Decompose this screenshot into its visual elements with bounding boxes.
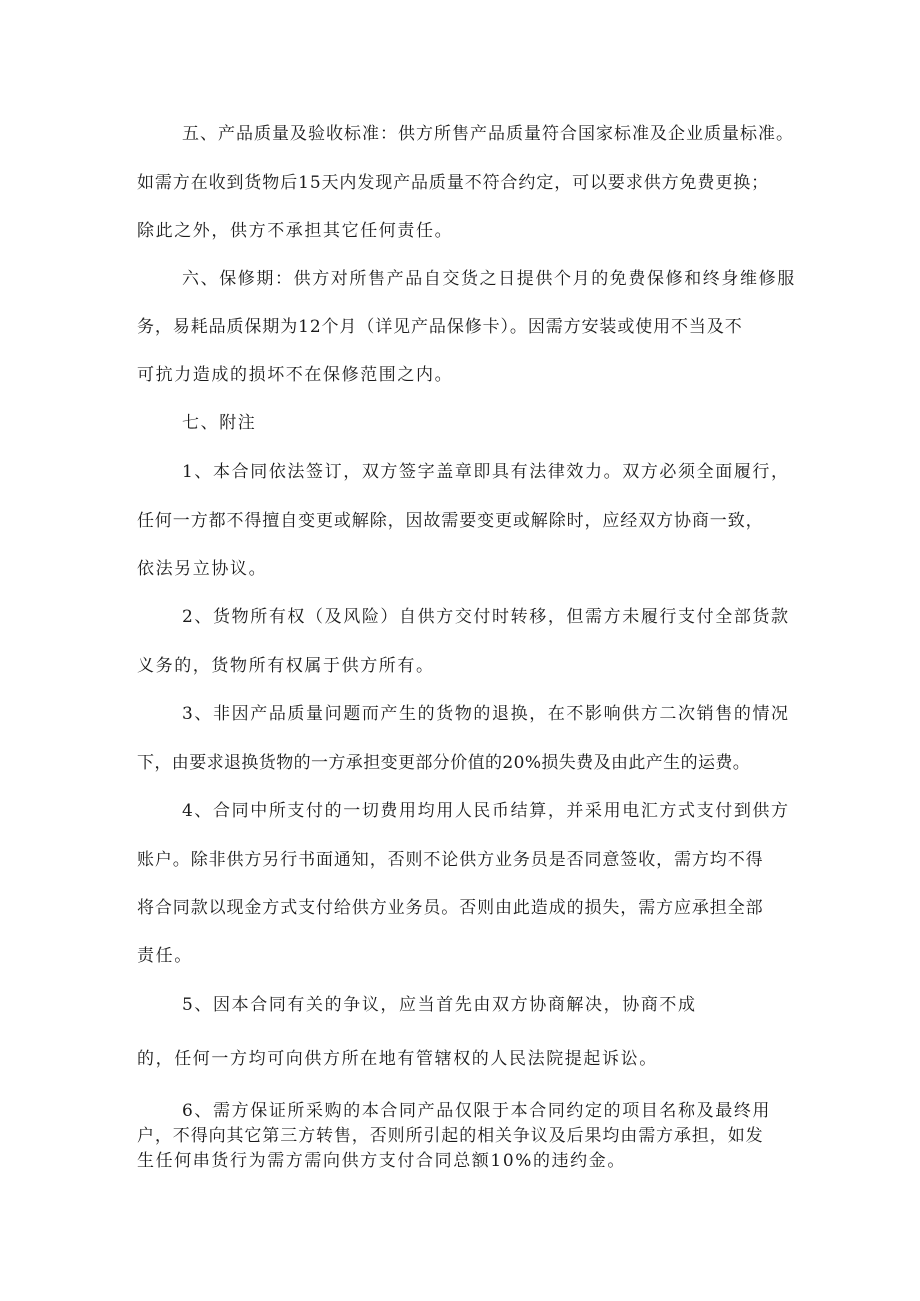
- note-3-line-1: 3、非因产品质量问题而产生的货物的退换，在不影响供方二次销售的情况: [182, 704, 790, 724]
- section-6-line-1: 六、保修期：供方对所售产品自交货之日提供个月的免费保修和终身维修服: [182, 269, 796, 289]
- section-5-line-1: 五、产品质量及验收标准：供方所售产品质量符合国家标准及企业质量标准。: [182, 124, 794, 144]
- section-6-line-3: 可抗力造成的损坏不在保修范围之内。: [137, 365, 454, 385]
- note-5-line-1: 5、因本合同有关的争议，应当首先由双方协商解决，协商不成: [182, 995, 697, 1015]
- note-2-line-1: 2、货物所有权（及风险）自供方交付时转移，但需方未履行支付全部货款: [182, 607, 790, 627]
- note-4-line-2: 账户。除非供方另行书面通知，否则不论供方业务员是否同意签收，需方均不得: [137, 850, 764, 870]
- note-2-line-2: 义务的，货物所有权属于供方所有。: [137, 656, 435, 676]
- section-5-line-2: 如需方在收到货物后15天内发现产品质量不符合约定，可以要求供方免费更换；: [137, 173, 770, 193]
- note-1-line-2: 任何一方都不得擅自变更或解除，因故需要变更或解除时，应经双方协商一致，: [137, 511, 764, 531]
- note-1-line-1: 1、本合同依法签订，双方签字盖章即具有法律效力。双方必须全面履行，: [182, 462, 790, 482]
- note-6-line-3: 生任何串货行为需方需向供方支付合同总额10%的违约金。: [137, 1151, 626, 1171]
- note-3-line-2: 下，由要求退换货物的一方承担变更部分价值的20%损失费及由此产生的运费。: [137, 753, 751, 773]
- note-4-line-1: 4、合同中所支付的一切费用均用人民币结算，并采用电汇方式支付到供方: [182, 801, 790, 821]
- section-6-line-2: 务，易耗品质保期为12个月（详见产品保修卡）。因需方安装或使用不当及不: [137, 317, 743, 337]
- note-4-line-3: 将合同款以现金方式支付给供方业务员。否则由此造成的损失，需方应承担全部: [137, 898, 764, 918]
- section-5-line-3: 除此之外，供方不承担其它任何责任。: [137, 221, 454, 241]
- note-1-line-3: 依法另立协议。: [137, 559, 268, 579]
- note-6-line-2: 户，不得向其它第三方转售，否则所引起的相关争议及后果均由需方承担，如发: [137, 1126, 764, 1146]
- note-4-line-4: 责任。: [137, 946, 193, 966]
- note-5-line-2: 的，任何一方均可向供方所在地有管辖权的人民法院提起诉讼。: [137, 1049, 658, 1069]
- note-6-line-1: 6、需方保证所采购的本合同产品仅限于本合同约定的项目名称及最终用: [182, 1101, 772, 1121]
- section-7-heading: 七、附注: [182, 413, 257, 433]
